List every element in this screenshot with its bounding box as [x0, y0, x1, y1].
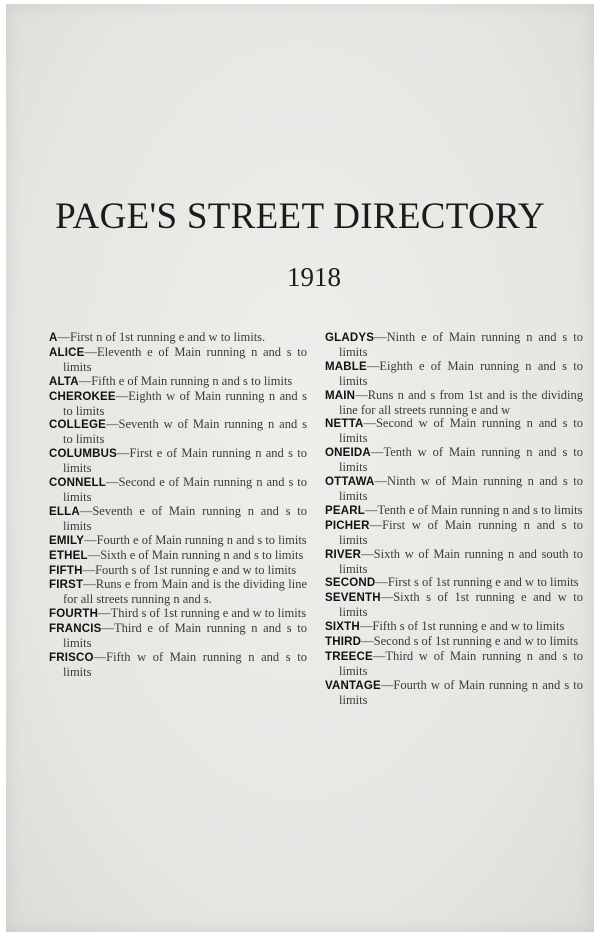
street-entry-first	[49, 578, 307, 607]
street-description: —Second s of 1st running e and w to limits	[361, 634, 579, 649]
street-description: —Second w of Main running n and s to limits	[339, 416, 583, 446]
street-name: A	[49, 332, 58, 344]
street-name: OTTAWA	[325, 476, 375, 489]
street-name: GLADYS	[325, 332, 375, 344]
street-description: —Fourth w of Main running n and s to limits	[339, 677, 583, 707]
street-entry-ottawa	[325, 475, 583, 504]
street-name: NETTA	[325, 418, 364, 431]
street-name: ONEIDA	[325, 447, 371, 460]
street-name: SEVENTH	[325, 592, 381, 605]
street-description: —Third e of Main running n and s to limits	[63, 621, 307, 651]
street-name: CONNELL	[49, 477, 106, 490]
street-entry-connell	[49, 476, 307, 505]
street-description: —Fourth s of 1st running e and w to limits	[82, 562, 297, 577]
street-description: —Fifth e of Main running n and s to limits	[78, 373, 293, 388]
street-entry-alta	[49, 375, 307, 390]
street-entry-main	[325, 389, 583, 418]
right-column	[325, 331, 583, 708]
street-description: —Eighth e of Main running n and s to limits	[339, 358, 583, 388]
street-entry-ella	[49, 505, 307, 534]
street-description: —Tenth e of Main running n and s to limits	[364, 502, 583, 517]
street-name: CHEROKEE	[49, 390, 116, 403]
street-description: —First s of 1st running e and w to limits	[375, 575, 579, 590]
street-description: —First e of Main running n and s to limits	[63, 446, 307, 476]
street-entry-mable	[325, 360, 583, 389]
street-description: —Ninth w of Main running n and s to limits	[339, 474, 583, 503]
street-description: —Fourth e of Main running n and s to limits	[84, 532, 307, 547]
street-name: RIVER	[325, 548, 362, 561]
street-name: COLUMBUS	[49, 448, 118, 461]
street-description: —Sixth e of Main running n and s to limits	[87, 547, 304, 562]
street-entry-fourth	[49, 607, 307, 622]
street-name: FIRST	[49, 579, 84, 592]
street-entry-college	[49, 418, 307, 447]
street-entry-third	[325, 635, 583, 650]
street-entry-ethel	[49, 549, 307, 564]
street-description: —Seventh w of Main running n and s to limits	[63, 417, 307, 447]
street-description: —Ninth e of Main running n and s to limits	[339, 330, 583, 359]
street-name: EMILY	[49, 534, 85, 547]
street-description: —Eleventh e of Main running n and s to limits	[63, 344, 307, 374]
street-description: —Third s of 1st running e and w to limits	[98, 606, 307, 621]
street-entry-pearl	[325, 504, 583, 519]
street-entry-seventh	[325, 591, 583, 620]
left-column	[49, 331, 307, 680]
street-name: SECOND	[325, 577, 376, 590]
street-entry-francis	[49, 622, 307, 651]
street-entry-gladys	[325, 331, 583, 360]
street-description: —Fifth s of 1st running e and w to limits	[359, 619, 565, 634]
street-description: —Third w of Main running n and s to limits	[339, 648, 583, 678]
street-name: SIXTH	[325, 621, 360, 634]
street-name: PEARL	[325, 504, 365, 517]
street-name: VANTAGE	[325, 679, 381, 692]
street-description: —First n of 1st running e and w to limits.	[57, 330, 266, 344]
street-name: ELLA	[49, 505, 80, 518]
street-name: FIFTH	[49, 564, 83, 577]
street-name: TREECE	[325, 650, 373, 663]
street-description: —Runs n and s from 1st and is the dividing line for all streets running e and w	[339, 387, 583, 417]
street-name: MAIN	[325, 389, 356, 402]
street-entry-fifth	[49, 564, 307, 579]
street-name: ALICE	[49, 346, 85, 359]
street-entry-picher	[325, 519, 583, 548]
street-entry-oneida	[325, 446, 583, 475]
street-entry-sixth	[325, 620, 583, 635]
street-description: —Fifth w of Main running n and s to limits	[63, 649, 307, 679]
street-name: PICHER	[325, 519, 370, 532]
street-description: —Second e of Main running n and s to limits	[63, 475, 307, 504]
street-description: —First w of Main running n and s to limits	[339, 517, 583, 547]
page-title: PAGE'S STREET DIRECTORY	[55, 196, 545, 237]
street-entry-frisco	[49, 651, 307, 680]
street-entry-cherokee	[49, 390, 307, 419]
street-name: FRANCIS	[49, 623, 102, 636]
street-entry-columbus	[49, 447, 307, 476]
street-description: —Sixth w of Main running n and south to limits	[339, 546, 583, 576]
street-name: FOURTH	[49, 608, 99, 621]
street-entry-alice	[49, 346, 307, 375]
street-entry-second	[325, 576, 583, 591]
street-entry-treece	[325, 650, 583, 679]
street-description: —Seventh e of Main running n and s to limits	[63, 503, 307, 533]
street-name: FRISCO	[49, 651, 94, 664]
street-name: COLLEGE	[49, 419, 106, 432]
street-entry-vantage	[325, 679, 583, 708]
street-entry-netta	[325, 417, 583, 446]
street-name: THIRD	[325, 636, 362, 649]
directory-year: 1918	[287, 262, 341, 292]
street-description: —Runs e from Main and is the dividing line for all streets running n and s.	[63, 577, 307, 607]
street-name: MABLE	[325, 360, 367, 373]
street-name: ALTA	[49, 375, 79, 388]
street-description: —Eighth w of Main running n and s to limits	[63, 388, 307, 418]
street-entry-a	[49, 331, 307, 346]
street-description: —Sixth s of 1st running e and w to limits	[339, 590, 583, 620]
street-entry-river	[325, 548, 583, 577]
street-description: —Tenth w of Main running n and s to limits	[339, 445, 583, 475]
street-entry-emily	[49, 534, 307, 549]
street-name: ETHEL	[49, 549, 88, 562]
